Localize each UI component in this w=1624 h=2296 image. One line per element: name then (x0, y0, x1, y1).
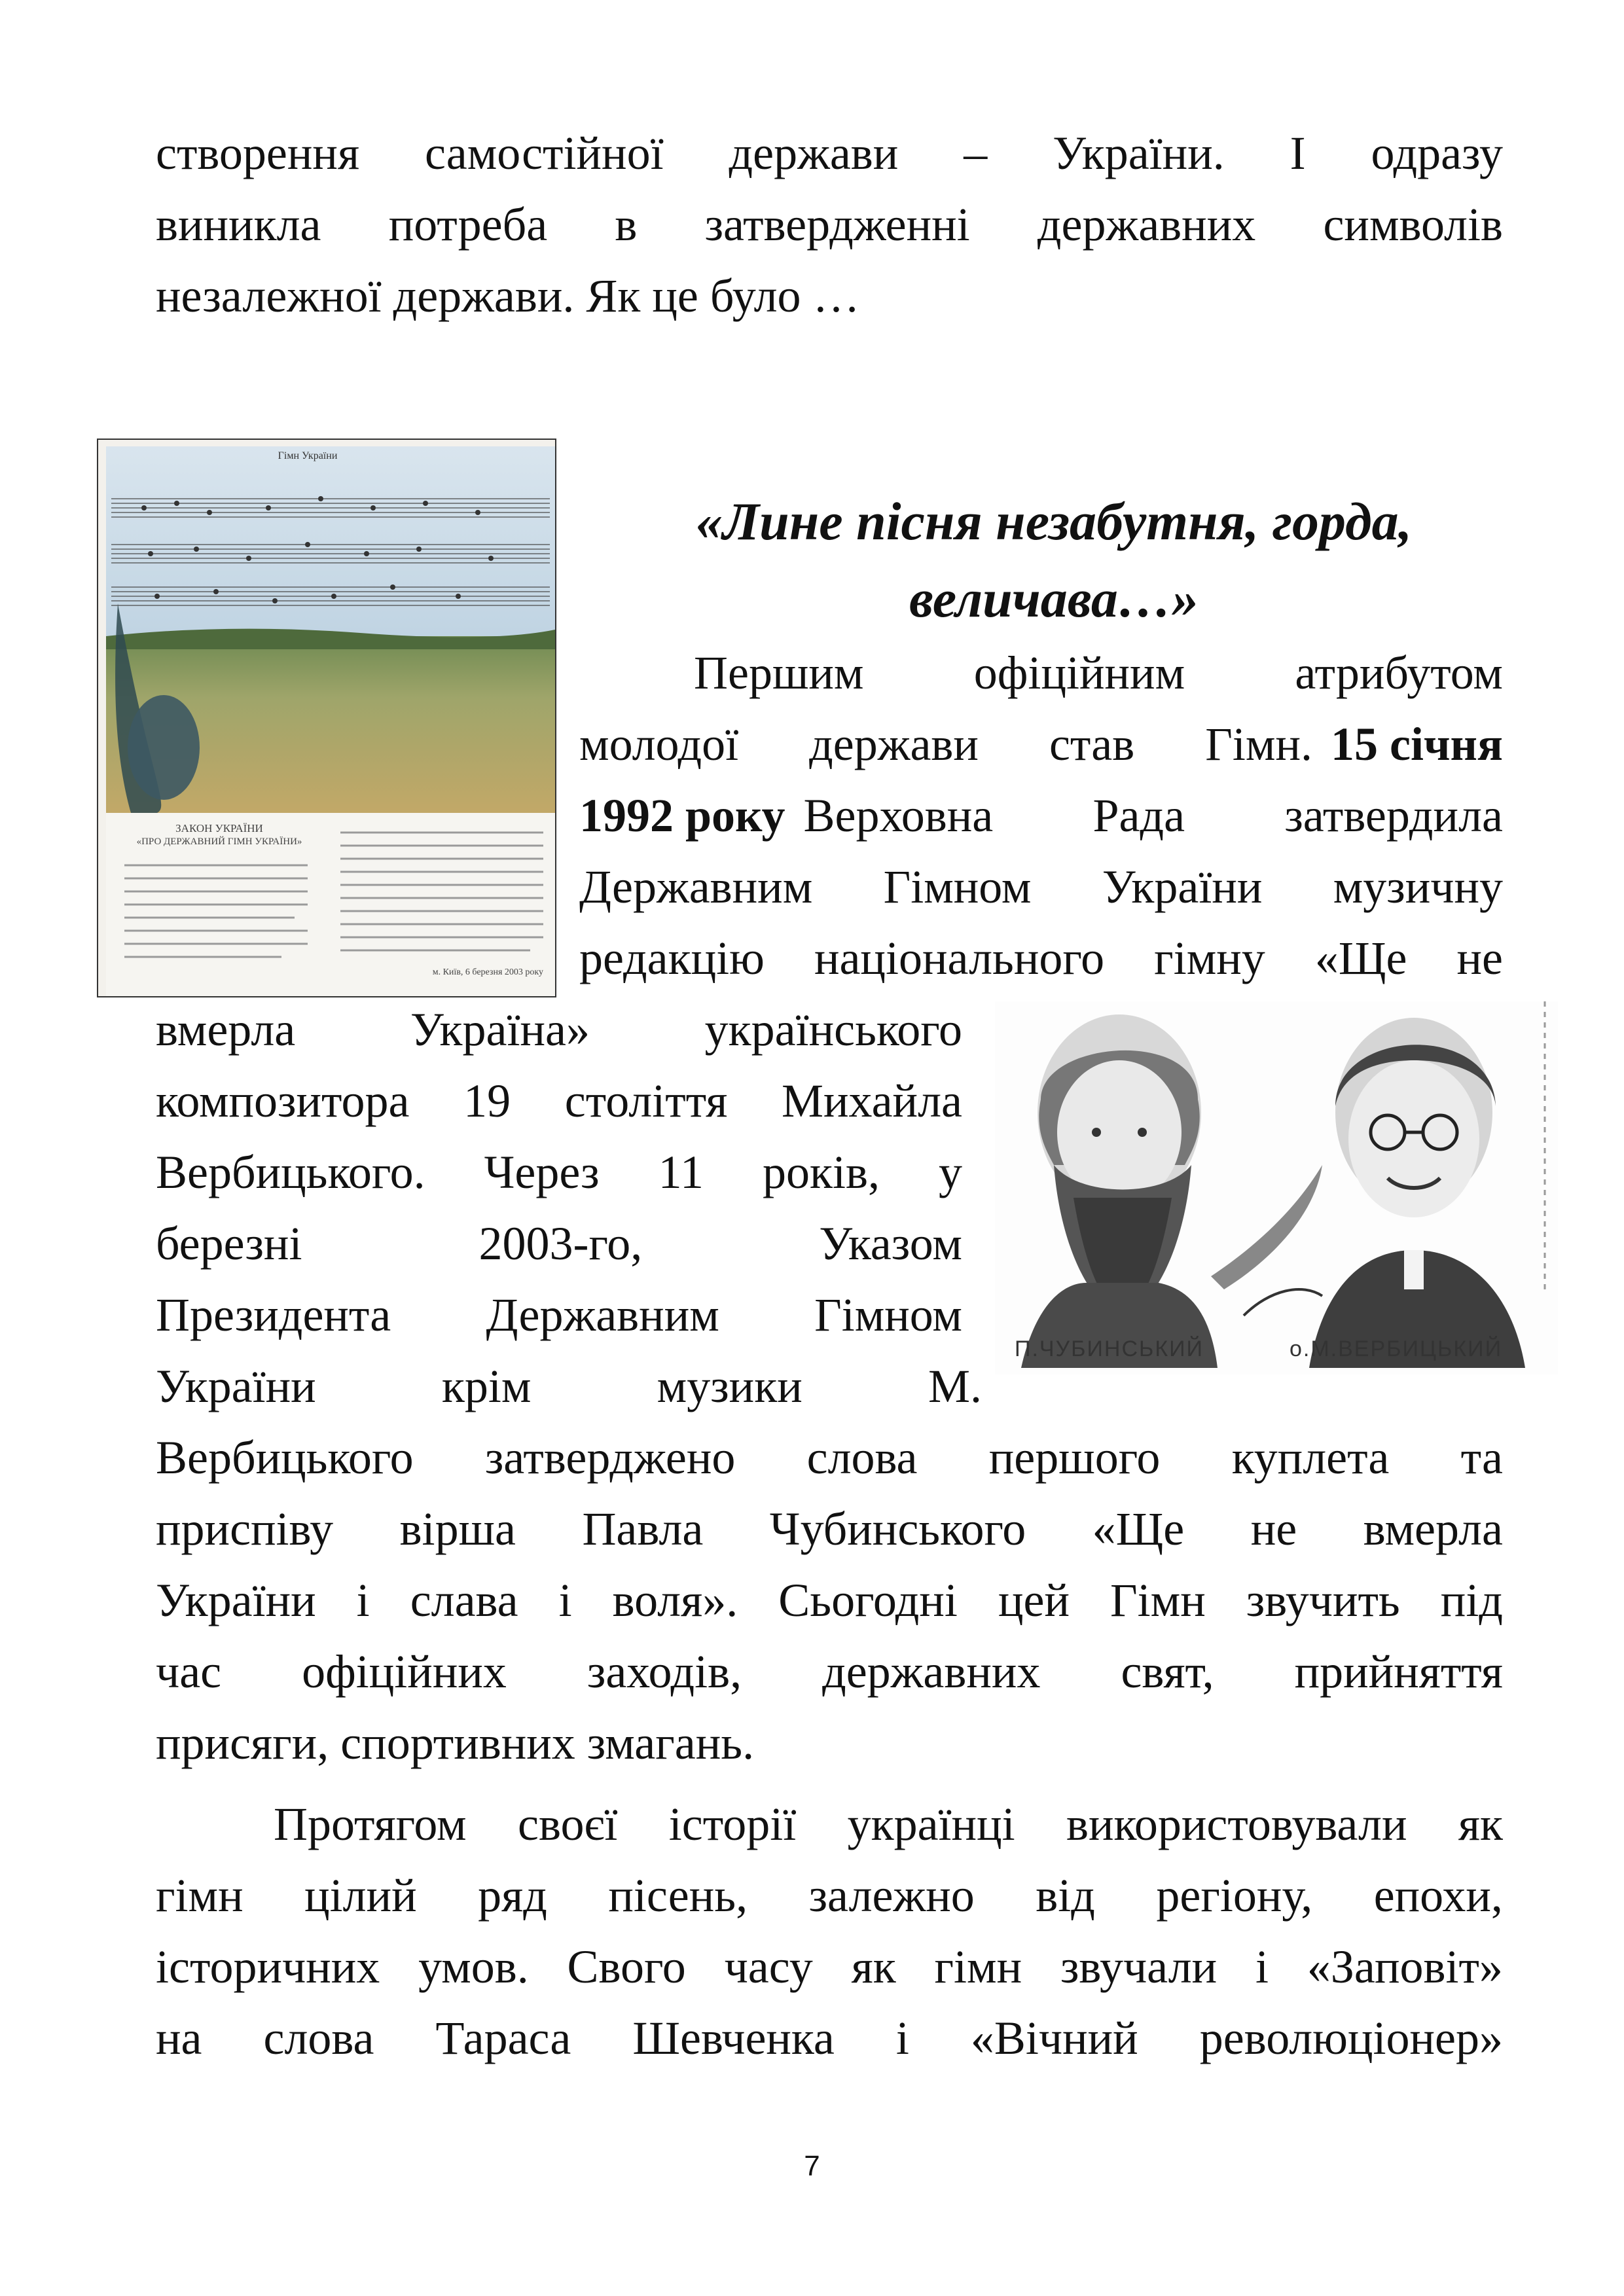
word: Чубинського (769, 1503, 1026, 1555)
word: час (156, 1645, 222, 1698)
word: композитора (156, 1075, 410, 1127)
word: цілий (304, 1869, 417, 1922)
word: Сьогодні (778, 1574, 958, 1626)
word: епохи, (1373, 1869, 1503, 1922)
word: Через (484, 1146, 600, 1198)
word: 19 (463, 1075, 511, 1127)
word: крім (441, 1360, 532, 1412)
word: став (1049, 718, 1135, 770)
word: Рада (1092, 789, 1185, 842)
word: символів (1323, 198, 1503, 251)
word: та (1460, 1431, 1503, 1484)
word: гімну (1154, 932, 1265, 984)
word: українського (704, 1003, 962, 1056)
intro-line-1 (156, 118, 1503, 189)
para2-line-4 (156, 2003, 1503, 2074)
word: редакцію (579, 932, 765, 984)
word: Державним (486, 1289, 719, 1341)
law-subtitle: «ПРО ДЕРЖАВНИЙ ГІМН УКРАЇНИ» (136, 836, 302, 847)
word: звучить (1246, 1574, 1400, 1626)
word: потреба (388, 198, 548, 251)
word: заходів, (586, 1645, 742, 1698)
word: Першим (694, 647, 864, 699)
section-heading-line-1: «Лине пісня незабутня, горда, (695, 492, 1413, 551)
word: пісень, (608, 1869, 748, 1922)
para1-line-2 (579, 709, 1503, 780)
para1-line-10 (156, 1280, 962, 1351)
word: М. (928, 1360, 982, 1412)
law-signature: м. Київ, 6 березня 2003 року (432, 967, 543, 977)
word: «Заповіт» (1307, 1941, 1503, 1993)
word: залежно (808, 1869, 975, 1922)
word: як (851, 1941, 896, 1993)
word: України. (1053, 127, 1225, 179)
word: історичних (156, 1941, 380, 1993)
word: століття (564, 1075, 728, 1127)
portrait-caption-chubynsky: П.ЧУБИНСЬКИЙ (1015, 1336, 1204, 1361)
word: і (1255, 1941, 1269, 1993)
word: гімн (156, 1869, 244, 1922)
word: слава (410, 1574, 518, 1626)
para2-line-1 (274, 1789, 1503, 1860)
word: від (1036, 1869, 1095, 1922)
word: Вербицького (156, 1431, 414, 1484)
word: офіційних (302, 1645, 507, 1698)
word: музики (657, 1360, 803, 1412)
word: Указом (819, 1217, 962, 1270)
word: Верховна (803, 789, 994, 842)
word: України (156, 1574, 316, 1626)
word: державних (1037, 198, 1256, 251)
para1-line-15 (156, 1636, 1503, 1708)
para1-line-9 (156, 1208, 962, 1280)
word: Павла (582, 1503, 704, 1555)
word: і (895, 2012, 909, 2064)
word: 2003-го, (478, 1217, 643, 1270)
word: на (156, 2012, 202, 2064)
portrait-caption-verbytsky: о.М.ВЕРБИЦЬКИЙ (1290, 1336, 1503, 1361)
word: революціонер» (1199, 2012, 1503, 2064)
word: держави (809, 718, 979, 770)
word: Президента (156, 1289, 391, 1341)
word: в (615, 198, 638, 251)
para1-line-1 (694, 637, 1503, 709)
word: вмерла (1363, 1503, 1503, 1555)
intro-line-3: незалежної держави. Як це було … (156, 270, 860, 322)
para1-line-6 (156, 994, 962, 1066)
word: Україна» (410, 1003, 590, 1056)
word: не (1250, 1503, 1297, 1555)
word: часу (724, 1941, 813, 1993)
word: вірша (399, 1503, 516, 1555)
word: І (1290, 127, 1306, 179)
word: умов. (418, 1941, 529, 1993)
word: України (1102, 861, 1263, 913)
para1-line-3 (579, 780, 1503, 852)
word: Гімном (883, 861, 1032, 913)
word: національного (814, 932, 1105, 984)
word: самостійної (424, 127, 664, 179)
word: ряд (478, 1869, 547, 1922)
word: приспіву (156, 1503, 334, 1555)
para1-line-16: присяги, спортивних змагань. (156, 1717, 755, 1769)
word: «Ще (1314, 932, 1407, 984)
word: держави (729, 127, 899, 179)
word: Михайла (781, 1075, 962, 1127)
para1-line-4 (579, 852, 1503, 923)
word: «Ще (1092, 1503, 1185, 1555)
word: березні (156, 1217, 302, 1270)
word: використовували (1066, 1798, 1407, 1850)
word: гімн (934, 1941, 1022, 1993)
para1-line-13 (156, 1494, 1503, 1565)
word: Гімн (1110, 1574, 1206, 1626)
word: 11 (658, 1146, 704, 1198)
para1-line-11 (156, 1351, 982, 1422)
word: молодої (579, 718, 739, 770)
word: вмерла (156, 1003, 296, 1056)
portraits-stamp-image (995, 1001, 1558, 1374)
word: затвердила (1284, 789, 1503, 842)
word: Гімном (814, 1289, 962, 1341)
word: Протягом (274, 1798, 467, 1850)
intro-line-2 (156, 189, 1503, 260)
para1-line-5 (579, 923, 1503, 994)
word: Державним (579, 861, 813, 913)
word: у (938, 1146, 962, 1198)
date-bold-2: 1992 року (579, 789, 785, 842)
word: звучали (1060, 1941, 1218, 1993)
page-number: 7 (804, 2150, 820, 2182)
para1-line-12 (156, 1422, 1503, 1494)
word: – (964, 127, 988, 179)
word: регіону, (1156, 1869, 1313, 1922)
word: одразу (1371, 127, 1503, 179)
law-title: ЗАКОН УКРАЇНИ (175, 822, 263, 834)
para1-line-2-words (579, 709, 1312, 780)
word: Свого (567, 1941, 686, 1993)
anthem-book-illustration (98, 440, 555, 996)
word: «Вічний (970, 2012, 1138, 2064)
word: затверджено (484, 1431, 736, 1484)
word: не (1456, 932, 1503, 984)
word: прийняття (1294, 1645, 1503, 1698)
anthem-book-image (97, 439, 556, 997)
word: як (1458, 1798, 1503, 1850)
word: атрибутом (1295, 647, 1503, 699)
word: під (1440, 1574, 1503, 1626)
section-heading-line-2: величава…» (909, 569, 1199, 628)
anthem-book-header: Гімн України (278, 450, 338, 461)
word: офіційним (973, 647, 1185, 699)
word: слова (263, 2012, 374, 2064)
para2-line-2 (156, 1860, 1503, 1931)
para1-line-8 (156, 1137, 962, 1208)
word: Шевченка (632, 2012, 835, 2064)
word: років, (762, 1146, 880, 1198)
word: першого (988, 1431, 1161, 1484)
date-bold-1: 15 січня (1330, 718, 1503, 770)
word: і (558, 1574, 572, 1626)
word: українці (847, 1798, 1015, 1850)
portraits-illustration (995, 1001, 1558, 1374)
para2-line-3 (156, 1931, 1503, 2003)
para1-line-7 (156, 1066, 962, 1137)
word: цей (998, 1574, 1070, 1626)
para1-line-3-words (804, 780, 1503, 852)
word: Гімн. (1205, 718, 1312, 770)
word: виникла (156, 198, 321, 251)
word: куплета (1231, 1431, 1390, 1484)
word: створення (156, 127, 360, 179)
word: Тараса (435, 2012, 571, 2064)
word: історії (668, 1798, 797, 1850)
word: і (356, 1574, 370, 1626)
para1-line-14 (156, 1565, 1503, 1636)
word: України (156, 1360, 316, 1412)
word: слова (806, 1431, 918, 1484)
word: затвердженні (704, 198, 970, 251)
word: воля». (612, 1574, 738, 1626)
word: своєї (517, 1798, 618, 1850)
word: музичну (1333, 861, 1503, 913)
word: свят, (1121, 1645, 1214, 1698)
word: державних (822, 1645, 1041, 1698)
word: Вербицького. (156, 1146, 425, 1198)
